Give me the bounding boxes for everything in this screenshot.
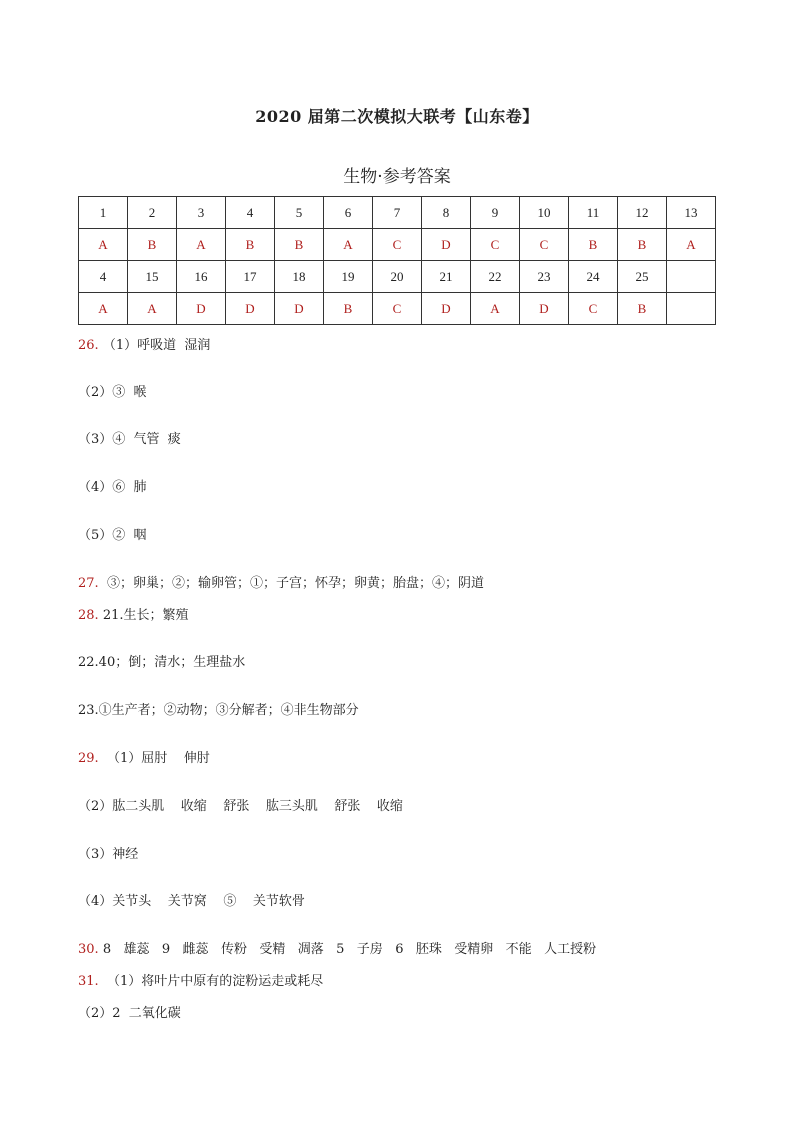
answer-letter-cell: C xyxy=(373,293,422,325)
answer-line xyxy=(78,699,359,718)
answer-line xyxy=(78,747,210,766)
answer-letter-cell: A xyxy=(79,229,128,261)
answer-text: （4）关节头 关节窝 ⑤ 关节软骨 xyxy=(78,894,305,909)
answer-text: （3）④ 气管 痰 xyxy=(78,432,181,447)
answer-letter-cell: C xyxy=(373,229,422,261)
answer-letter-cell: B xyxy=(569,229,618,261)
answer-text: （2）肱二头肌 收缩 舒张 肱三头肌 舒张 收缩 xyxy=(78,799,403,814)
question-number-cell: 3 xyxy=(177,197,226,229)
answer-letter-cell: B xyxy=(275,229,324,261)
answer-text: （1）屈肘 伸肘 xyxy=(98,751,210,766)
answer-letter-cell: D xyxy=(226,293,275,325)
question-number-cell: 19 xyxy=(324,261,373,293)
question-number-cell: 16 xyxy=(177,261,226,293)
answer-text: （3）神经 xyxy=(78,847,139,862)
question-number-cell: 20 xyxy=(373,261,422,293)
answer-text: （1）将叶片中原有的淀粉运走或耗尽 xyxy=(98,974,324,989)
answer-letter-cell: B xyxy=(324,293,373,325)
answer-letter-cell: B xyxy=(128,229,177,261)
question-number-cell: 7 xyxy=(373,197,422,229)
question-number-row xyxy=(79,197,716,229)
answer-line xyxy=(78,843,138,862)
answer-line xyxy=(78,572,484,591)
answer-letter-cell: A xyxy=(79,293,128,325)
question-number-row xyxy=(79,261,716,293)
question-number-cell: 1 xyxy=(79,197,128,229)
answer-text: ③；卵巢；②；输卵管；①；子宫；怀孕；卵黄；胎盘；④；阴道 xyxy=(98,576,484,591)
question-number: 29. xyxy=(78,751,99,766)
answer-text: 23.①生产者；②动物；③分解者；④非生物部分 xyxy=(78,703,359,718)
answer-letter-row xyxy=(79,293,716,325)
answer-letter-cell: D xyxy=(422,229,471,261)
answer-line xyxy=(78,334,210,353)
answer-line xyxy=(78,1002,181,1021)
question-number-cell: 6 xyxy=(324,197,373,229)
question-number: 27. xyxy=(78,576,99,591)
question-number-cell: 21 xyxy=(422,261,471,293)
answer-letter-cell: D xyxy=(275,293,324,325)
answer-line xyxy=(78,795,403,814)
answer-letter-cell: B xyxy=(618,293,667,325)
question-number-cell: 15 xyxy=(128,261,177,293)
question-number-cell: 9 xyxy=(471,197,520,229)
answer-letter-row xyxy=(79,229,716,261)
answer-letter-cell: C xyxy=(520,229,569,261)
answer-letter-cell: C xyxy=(471,229,520,261)
document-title: 2020 届第二次模拟大联考【山东卷】 xyxy=(255,107,539,126)
question-number: 31. xyxy=(78,974,99,989)
question-number-cell: 17 xyxy=(226,261,275,293)
question-number-cell: 13 xyxy=(667,197,716,229)
answer-letter-cell: A xyxy=(128,293,177,325)
answer-letter-cell xyxy=(667,293,716,325)
question-number: 30. xyxy=(78,942,99,957)
question-number-cell: 4 xyxy=(226,197,275,229)
answer-text: （5）② 咽 xyxy=(78,528,147,543)
answer-line xyxy=(78,890,305,909)
answer-letter-cell: A xyxy=(324,229,373,261)
answer-line xyxy=(78,476,147,495)
question-number-cell: 10 xyxy=(520,197,569,229)
answer-letter-cell: D xyxy=(520,293,569,325)
question-number-cell: 11 xyxy=(569,197,618,229)
answer-line xyxy=(78,381,147,400)
answer-text: （1）呼吸道 湿润 xyxy=(98,338,211,353)
answer-table xyxy=(78,196,716,325)
question-number-cell: 18 xyxy=(275,261,324,293)
answer-line xyxy=(78,604,189,623)
question-number-cell xyxy=(667,261,716,293)
question-number-cell: 2 xyxy=(128,197,177,229)
answer-text: 21.生长；繁殖 xyxy=(98,608,189,623)
document-subtitle: 生物·参考答案 xyxy=(343,167,451,187)
answer-text: （2）③ 喉 xyxy=(78,385,147,400)
answer-letter-cell: B xyxy=(226,229,275,261)
answer-line xyxy=(78,428,181,447)
answer-letter-cell: A xyxy=(177,229,226,261)
question-number: 28. xyxy=(78,608,99,623)
answer-text: （4）⑥ 肺 xyxy=(78,480,147,495)
answer-letter-cell: A xyxy=(667,229,716,261)
answer-line xyxy=(78,970,323,989)
answer-letter-cell: D xyxy=(177,293,226,325)
answer-text: 22.40；倒；清水；生理盐水 xyxy=(78,655,246,670)
answer-line xyxy=(78,651,245,670)
answer-line xyxy=(78,524,147,543)
question-number-cell: 8 xyxy=(422,197,471,229)
answer-letter-cell: D xyxy=(422,293,471,325)
question-number-cell: 4 xyxy=(79,261,128,293)
question-number-cell: 22 xyxy=(471,261,520,293)
question-number-cell: 23 xyxy=(520,261,569,293)
answer-line xyxy=(78,938,596,957)
question-number: 26. xyxy=(78,338,99,353)
question-number-cell: 12 xyxy=(618,197,667,229)
answer-letter-cell: B xyxy=(618,229,667,261)
answer-text: 8 雄蕊 9 雌蕊 传粉 受精 凋落 5 子房 6 胚珠 受精卵 不能 人工授粉 xyxy=(98,942,597,957)
question-number-cell: 5 xyxy=(275,197,324,229)
question-number-cell: 24 xyxy=(569,261,618,293)
question-number-cell: 25 xyxy=(618,261,667,293)
answer-letter-cell: C xyxy=(569,293,618,325)
answer-text: （2）2 二氧化碳 xyxy=(78,1006,181,1021)
answer-letter-cell: A xyxy=(471,293,520,325)
